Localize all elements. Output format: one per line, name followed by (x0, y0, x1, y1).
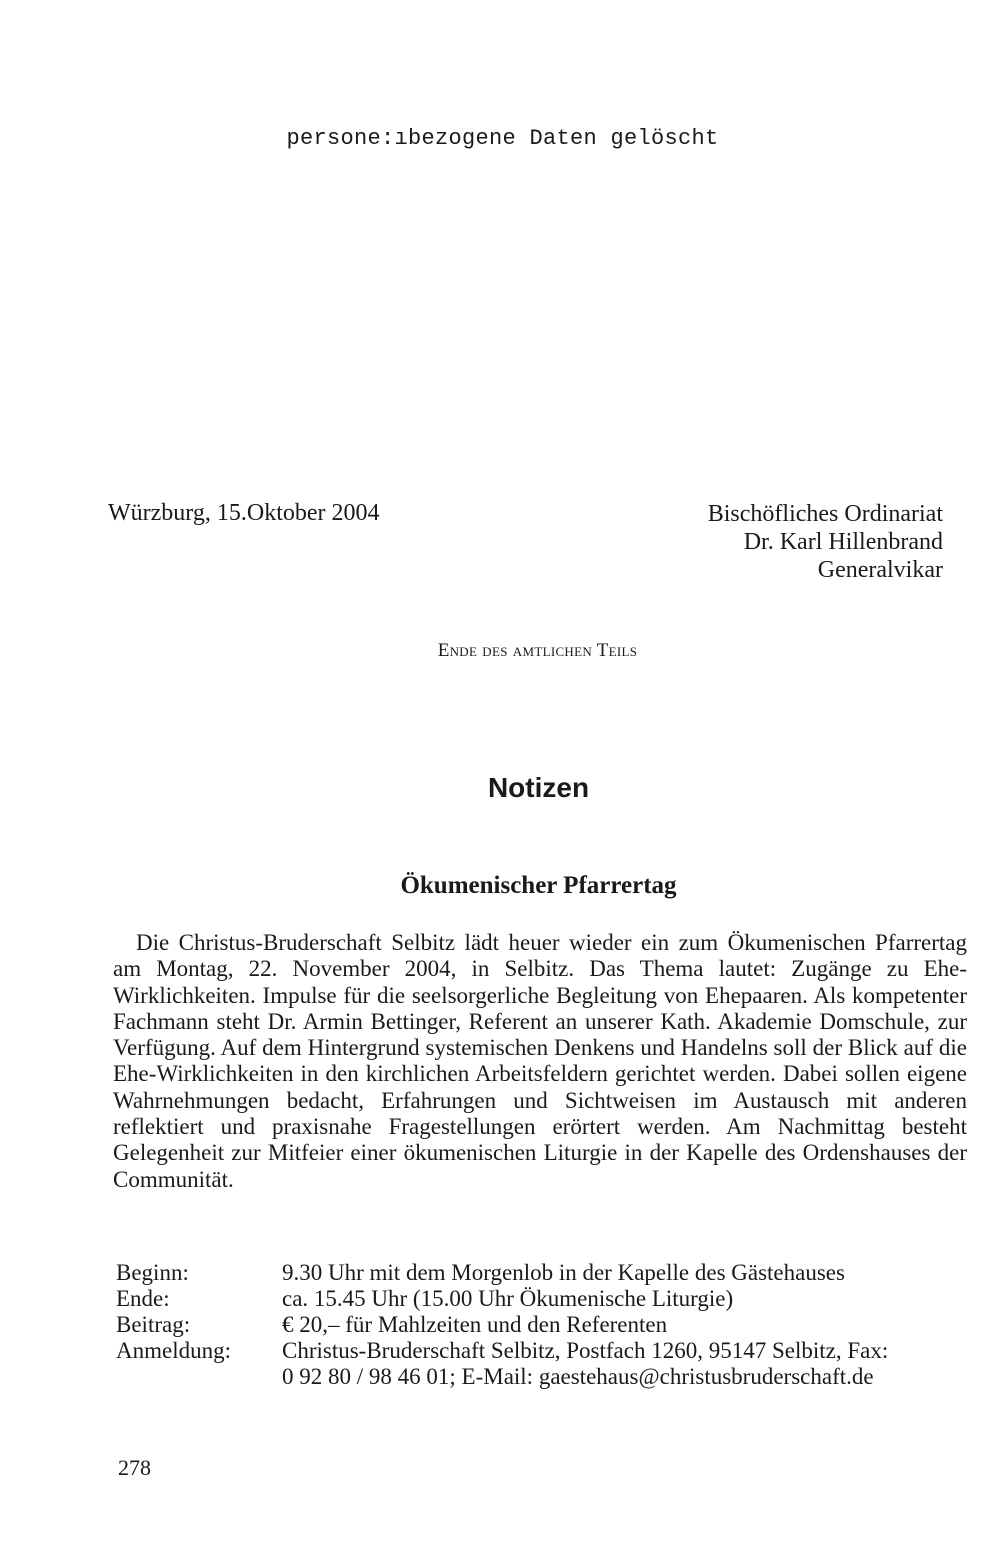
detail-label: Ende: (116, 1286, 170, 1311)
signature-office: Bischöfliches Ordinariat (707, 501, 943, 527)
redaction-notice: persone:ıbezogene Daten gelöscht (286, 126, 719, 151)
signature-title: Generalvikar (817, 557, 943, 583)
article-paragraph: Die Christus-Bruderschaft Selbitz lädt heuer wieder ein zum Ökumenischen Pfarrertag am Montag, 22. November 2004, in Selbitz. Das Thema lautet: Zugänge zu Ehe-Wirklichkeiten. Impulse für die seelsorgerliche Begleitung von Ehepaaren. Als kompetenter Fachmann steht Dr. Armin Bettinger, Referent an unserer Kath. Akademie Domschule, zur Verfügung. Auf dem Hintergrund systemischen Denkens und Handelns soll der Blick auf die Ehe-Wirklichkeiten in den kirchlichen Arbeitsfeldern gerichtet werden. Dabei sollen eigene Wahrnehmungen bedacht, Erfahrungen und Sichtweisen im Austausch mit anderen reflektiert und praxisnahe Fragestellungen erörtert werden. Am Nachmittag besteht Gelegenheit zur Mitfeier einer ökumenischen Liturgie in der Kapelle des Ordenshauses der Communität. (113, 930, 967, 1192)
detail-label (116, 1364, 282, 1390)
signature-name: Dr. Karl Hillenbrand (743, 529, 943, 555)
detail-value: Christus-Bruderschaft Selbitz, Postfach 1260, 95147 Selbitz, Fax: (282, 1338, 889, 1363)
section-title: Notizen (487, 772, 590, 803)
detail-row-registration-contact (116, 1364, 972, 1390)
article-title: Ökumenischer Pfarrertag (400, 872, 677, 899)
detail-label: Beitrag: (116, 1312, 191, 1337)
end-of-official-part: Ende des amtlichen Teils (437, 640, 638, 661)
detail-label: Beginn: (116, 1260, 189, 1285)
detail-value: 9.30 Uhr mit dem Morgenlob in der Kapelle des Gästehauses (282, 1260, 845, 1285)
detail-row-registration (116, 1338, 972, 1364)
detail-value: ca. 15.45 Uhr (15.00 Uhr Ökumenische Liturgie) (282, 1286, 734, 1311)
event-details-table (116, 1260, 972, 1390)
detail-value: € 20,– für Mahlzeiten und den Referenten (282, 1312, 668, 1337)
detail-value: 0 92 80 / 98 46 01; E-Mail: gaestehaus@christusbruderschaft.de (282, 1364, 874, 1389)
detail-row-end (116, 1286, 972, 1312)
signature-block (708, 500, 943, 584)
detail-row-fee (116, 1312, 972, 1338)
place-date: Würzburg, 15.Oktober 2004 (108, 500, 380, 526)
detail-row-start (116, 1260, 972, 1286)
detail-label: Anmeldung: (116, 1338, 231, 1363)
article-body (113, 930, 967, 1193)
page-number: 278 (118, 1455, 151, 1480)
